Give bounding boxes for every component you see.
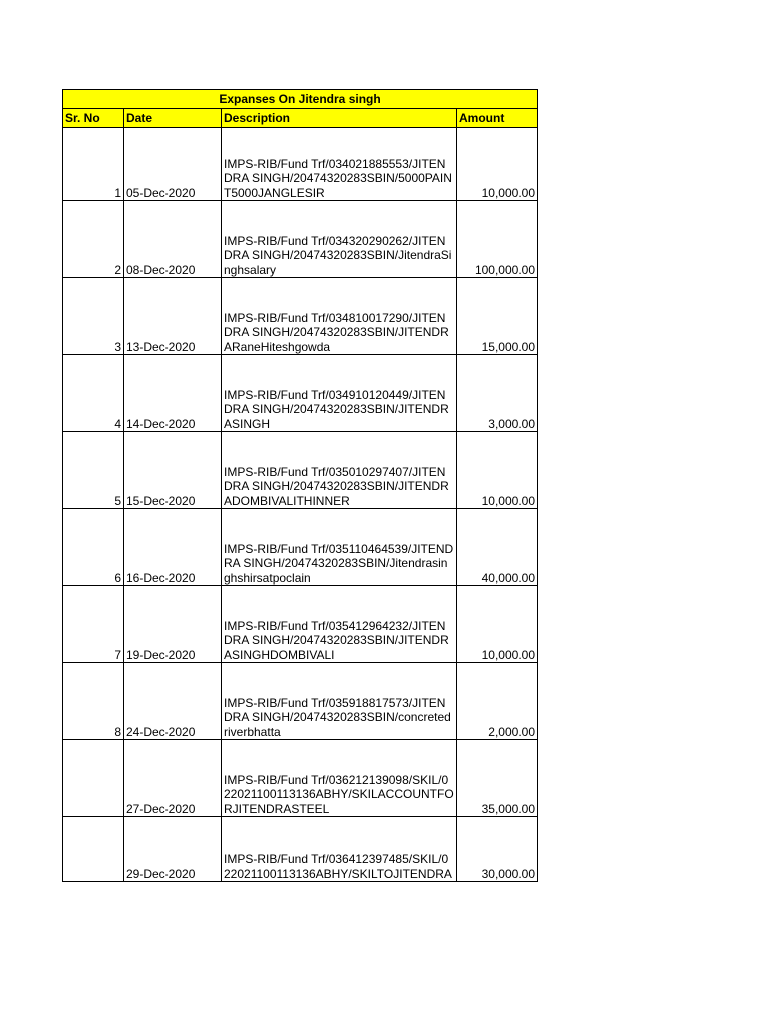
table-row: [63, 586, 538, 663]
description-cell: [222, 201, 457, 278]
amount-cell: 10,000.00: [457, 432, 538, 509]
description-text: IMPS-RIB/Fund Trf/034021885553/JITENDRA SINGH/20474320283SBIN/5000PAINT5000JANGLESIR: [224, 156, 452, 200]
amount-cell: 30,000.00: [457, 817, 538, 882]
header-amount: Amount: [457, 109, 538, 128]
table-row: [63, 663, 538, 740]
description-cell: [222, 432, 457, 509]
sr-no-cell: 4: [63, 355, 124, 432]
table-row: [63, 817, 538, 882]
description-cell: [222, 509, 457, 586]
date-cell: 27-Dec-2020: [124, 740, 222, 817]
table-row: [63, 740, 538, 817]
amount-cell: 100,000.00: [457, 201, 538, 278]
sr-no-cell: 1: [63, 128, 124, 201]
description-text: IMPS-RIB/Fund Trf/034810017290/JITENDRA SINGH/20474320283SBIN/JITENDRARaneHiteshgowda: [224, 310, 449, 354]
description-text: IMPS-RIB/Fund Trf/034320290262/JITENDRA SINGH/20474320283SBIN/JitendraSinghsalary: [224, 233, 452, 277]
sr-no-cell: 6: [63, 509, 124, 586]
header-sr-no: Sr. No: [63, 109, 124, 128]
table-row: [63, 432, 538, 509]
description-cell: [222, 278, 457, 355]
description-cell: [222, 817, 457, 882]
sr-no-cell: 5: [63, 432, 124, 509]
sr-no-cell: 2: [63, 201, 124, 278]
description-cell: [222, 740, 457, 817]
date-cell: 16-Dec-2020: [124, 509, 222, 586]
header-description: Description: [222, 109, 457, 128]
table-row: [63, 509, 538, 586]
table-row: [63, 128, 538, 201]
amount-cell: 10,000.00: [457, 586, 538, 663]
table-row: [63, 355, 538, 432]
sr-no-cell: [63, 740, 124, 817]
sr-no-cell: 7: [63, 586, 124, 663]
description-cell: [222, 355, 457, 432]
date-cell: 13-Dec-2020: [124, 278, 222, 355]
description-text: IMPS-RIB/Fund Trf/034910120449/JITENDRA SINGH/20474320283SBIN/JITENDRASINGH: [224, 387, 449, 431]
date-cell: 24-Dec-2020: [124, 663, 222, 740]
date-cell: 05-Dec-2020: [124, 128, 222, 201]
description-cell: [222, 663, 457, 740]
sheet-title: Expanses On Jitendra singh: [63, 90, 538, 109]
amount-cell: 10,000.00: [457, 128, 538, 201]
table-row: [63, 201, 538, 278]
expense-table: [62, 89, 538, 882]
date-cell: 14-Dec-2020: [124, 355, 222, 432]
description-text: IMPS-RIB/Fund Trf/035412964232/JITENDRA SINGH/20474320283SBIN/JITENDRASINGHDOMBIVALI: [224, 618, 449, 662]
header-date: Date: [124, 109, 222, 128]
date-cell: 19-Dec-2020: [124, 586, 222, 663]
sr-no-cell: [63, 817, 124, 882]
amount-cell: 35,000.00: [457, 740, 538, 817]
description-cell: [222, 586, 457, 663]
sr-no-cell: 8: [63, 663, 124, 740]
sr-no-cell: 3: [63, 278, 124, 355]
date-cell: 15-Dec-2020: [124, 432, 222, 509]
description-text: IMPS-RIB/Fund Trf/036212139098/SKIL/022021100113136ABHY/SKILACCOUNTFORJITENDRASTEEL: [224, 772, 454, 816]
amount-cell: 2,000.00: [457, 663, 538, 740]
description-text: IMPS-RIB/Fund Trf/036412397485/SKIL/022021100113136ABHY/SKILTOJITENDRA: [224, 852, 452, 881]
table-row: [63, 278, 538, 355]
date-cell: 08-Dec-2020: [124, 201, 222, 278]
title-row: [63, 90, 538, 109]
description-text: IMPS-RIB/Fund Trf/035110464539/JITENDRA SINGH/20474320283SBIN/Jitendrasinghshirsatpoclain: [224, 541, 454, 585]
amount-cell: 40,000.00: [457, 509, 538, 586]
date-cell: 29-Dec-2020: [124, 817, 222, 882]
amount-cell: 15,000.00: [457, 278, 538, 355]
description-text: IMPS-RIB/Fund Trf/035918817573/JITENDRA SINGH/20474320283SBIN/concretedriverbhatta: [224, 695, 451, 739]
description-text: IMPS-RIB/Fund Trf/035010297407/JITENDRA SINGH/20474320283SBIN/JITENDRADOMBIVALITHINNER: [224, 464, 449, 508]
amount-cell: 3,000.00: [457, 355, 538, 432]
description-cell: [222, 128, 457, 201]
header-row: [63, 109, 538, 128]
